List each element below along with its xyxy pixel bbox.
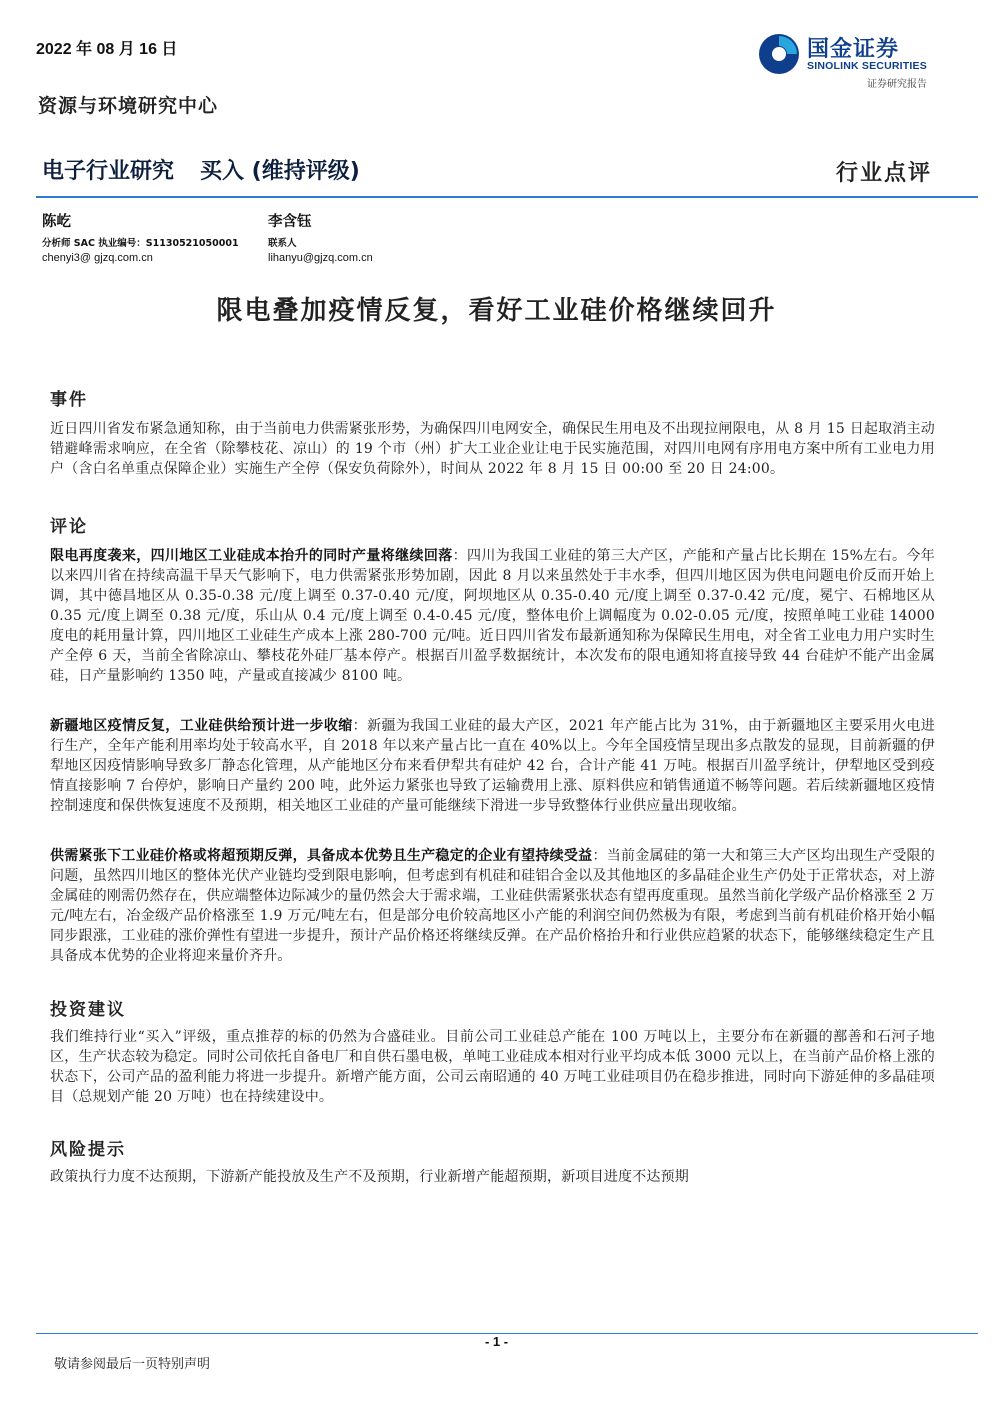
section-heading-advice: 投资建议: [50, 1000, 126, 1020]
comment-lead: 供需紧张下工业硅价格或将超预期反弹，具备成本优势且生产稳定的企业有望持续受益: [50, 848, 593, 864]
analyst-email[interactable]: chenyi3@ gjzq.com.cn: [42, 252, 153, 264]
report-headline: 限电叠加疫情反复，看好工业硅价格继续回升: [216, 296, 777, 326]
report-area: 电子行业研究: [42, 159, 175, 184]
analyst-card: [42, 210, 239, 264]
comment-lead: 限电再度袭来，四川地区工业硅成本抬升的同时产量将继续回落: [50, 548, 453, 564]
report-date: 2022 年 08 月 16 日: [36, 41, 178, 58]
analyst-role: 分析师 SAC 执业编号：S1130521050001: [42, 238, 239, 249]
comment-paragraph: [50, 716, 935, 816]
comment-paragraph: [50, 546, 935, 686]
logo-name-en: SINOLINK SECURITIES: [807, 60, 927, 72]
sinolink-logo-icon: [757, 32, 801, 76]
comment-text: ：新疆为我国工业硅的最大产区，2021 年产能占比为 31%，由于新疆地区主要采用火电进行生产，全年产能利用率均处于较高水平，自 2018 年以来产量占比一直在 40%以上。今年全国疫情呈现出多点散发的显现，目前新疆的伊犁地区因疫情影响导致多厂静态化管理，从产能地区分布来看伊犁共有硅炉 42 台，合计产能 41 万吨。根据百川盈孚统计，伊犁地区受到疫情直接影响 7 台停炉，影响日产量约 200 吨，此外运力紧张也导致了运输费用上涨、原料供应和销售通道不畅等问题。若后续新疆地区疫情控制速度和保供恢复速度不及预期，相关地区工业硅的产量可能继续下滑进一步导致整体行业供应量出现收缩。: [50, 718, 935, 814]
risk-paragraph: 政策执行力度不达预期，下游新产能投放及生产不及预期，行业新增产能超预期，新项目进度不达预期: [50, 1169, 689, 1185]
page-number: - 1 -: [484, 1334, 509, 1349]
comment-lead: 新疆地区疫情反复，工业硅供给预计进一步收缩: [50, 718, 353, 734]
research-department: 资源与环境研究中心: [38, 95, 219, 117]
comment-text: ：当前金属硅的第一大和第三大产区均出现生产受限的问题，虽然四川地区的整体光伏产业链均受到限电影响，但考虑到有机硅和硅铝合金以及其他地区的多晶硅企业生产仍处于正常状态，对上游金属硅的刚需仍然存在，供应端整体边际减少的量仍然会大于需求端，工业硅供需紧张状态有望再度重现。虽然当前化学级产品价格涨至 2 万元/吨左右，冶金级产品价格涨至 1.9 万元/吨左右，但是部分电价较高地区小产能的利润空间仍然极为有限，考虑到当前有机硅价格开始小幅同步跟涨，工业硅的涨价弹性有望进一步提升，预计产品价格还将继续反弹。在产品价格抬升和行业供应趋紧的状态下，能够继续稳定生产且具备成本优势的企业将迎来量价齐升。: [50, 848, 935, 964]
header-divider: [36, 196, 978, 198]
analyst-email[interactable]: lihanyu@gjzq.com.cn: [268, 252, 373, 264]
event-paragraph: 近日四川省发布紧急通知称，由于当前电力供需紧张形势，为确保四川电网安全，确保民生用电及不出现拉闸限电，从 8 月 15 日起取消主动错避峰需求响应，在全省（除攀枝花、凉山）的 19 个市（州）扩大工业企业让电于民实施范围，对四川电网有序用电方案中所有工业电力用户（含白名单重点保障企业）实施生产全停（保安负荷除外），时间从 2022 年 8 月 15 日 00:00 至 20 日 24:00。: [50, 421, 935, 477]
disclaimer-note: 敬请参阅最后一页特别声明: [54, 1357, 211, 1372]
report-title-row: [42, 154, 360, 185]
analyst-role: 联系人: [268, 238, 297, 249]
logo-subtitle: 证券研究报告: [867, 79, 927, 90]
company-logo: [757, 30, 957, 94]
analyst-card: [268, 210, 373, 264]
section-heading-risk: 风险提示: [50, 1140, 126, 1160]
analyst-name: 李含钰: [268, 213, 312, 230]
comment-paragraph: [50, 846, 935, 966]
report-type: 行业点评: [836, 160, 933, 186]
section-heading-event: 事件: [50, 390, 88, 410]
logo-name-cn: 国金证券: [807, 37, 900, 62]
section-heading-comment: 评论: [50, 517, 88, 537]
analyst-name: 陈屹: [42, 213, 71, 230]
report-rating: 买入 (维持评级): [200, 159, 360, 184]
advice-paragraph: 我们维持行业“买入”评级，重点推荐的标的仍然为合盛硅业。目前公司工业硅总产能在 100 万吨以上，主要分布在新疆的鄯善和石河子地区，生产状态较为稳定。同时公司依托自备电厂和自供石墨电极，单吨工业硅成本相对行业平均成本低 3000 元以上，在当前产品价格上涨的状态下，公司产品的盈利能力将进一步提升。新增产能方面，公司云南昭通的 40 万吨工业硅项目仍在稳步推进，同时向下游延伸的多晶硅项目（总规划产能 20 万吨）也在持续建设中。: [50, 1029, 935, 1105]
comment-text: ：四川为我国工业硅的第三大产区，产能和产量占比长期在 15%左右。今年以来四川省在持续高温干旱天气影响下，电力供需紧张形势加剧，因此 8 月以来虽然处于丰水季，但四川地区因为供电问题电价反而开始上调，其中德昌地区从 0.35-0.38 元/度上调至 0.37-0.40 元/度，阿坝地区从 0.35-0.40 元/度上调至 0.37-0.42 元/度，冕宁、石棉地区从 0.35 元/度上调至 0.38 元/度，乐山从 0.4 元/度上调至 0.4-0.45 元/度，整体电价上调幅度为 0.02-0.05 元/度，按照单吨工业硅 14000 度电的耗用量计算，四川地区工业硅生产成本上涨 280-700 元/吨。近日四川省发布最新通知称为保障民生用电，对全省工业电力用户实时生产全停 6 天，当前全省除凉山、攀枝花外硅厂基本停产。根据百川盈孚数据统计，本次发布的限电通知将直接导致 44 台硅炉不能产出金属硅，日产量影响约 1350 吨，产量或直接减少 8100 吨。: [50, 548, 935, 684]
